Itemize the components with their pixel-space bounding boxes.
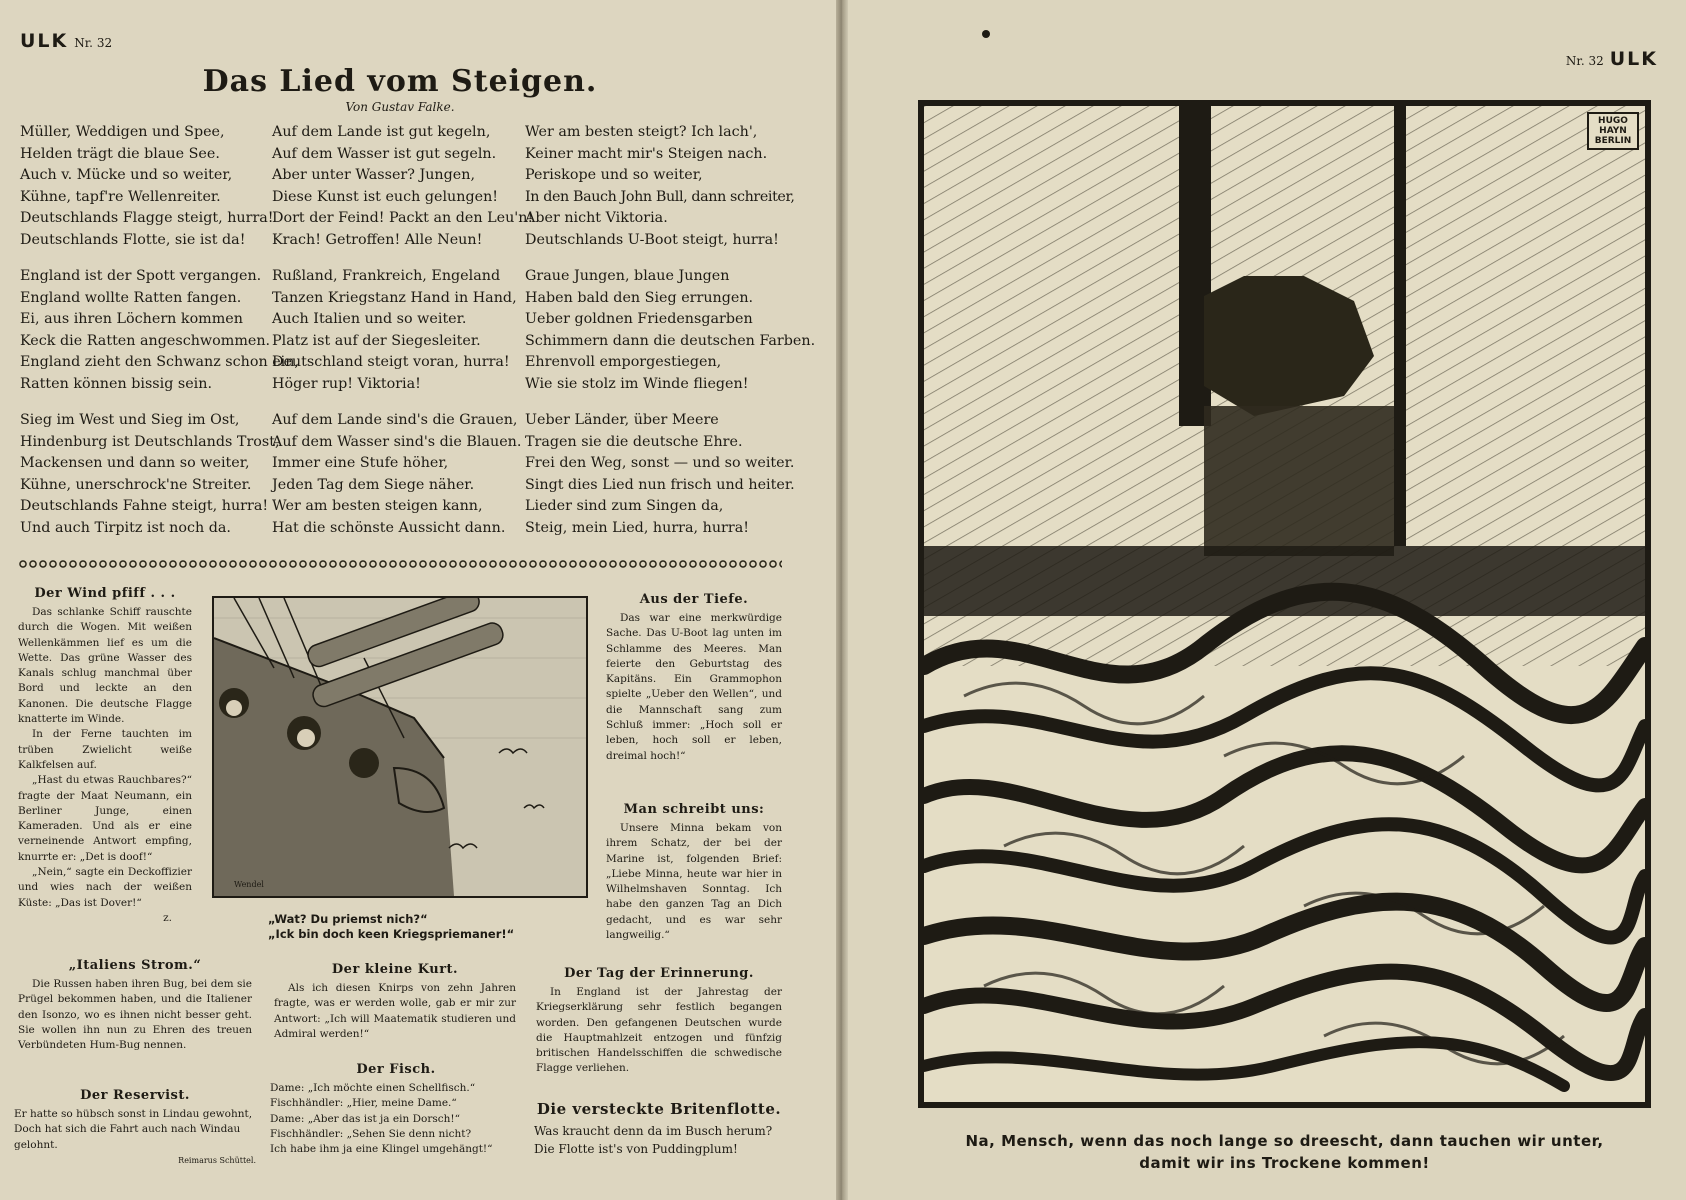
verse-line: Schimmern dann die deutschen Farben. (525, 332, 816, 349)
stanza (20, 266, 299, 396)
verse-line: Hindenburg ist Deutschlands Trost, (20, 433, 280, 450)
verse-line: Deutschlands Fahne steigt, hurra! (20, 498, 269, 515)
article-britenflotte (534, 1100, 784, 1158)
warship-illustration (214, 598, 586, 896)
article-paragraph: Das war eine merkwürdige Sache. Das U-Boot lag unten im Schlamme des Meeres. Man feierte den Geburtstag des Kapitäns. Ein Grammophon spielte „Ueber den Wellen“, und die Mannschaft sang zum Schluß immer: „Hoch soll er leben, hoch soll er leben, dreimal hoch!“ (606, 612, 782, 762)
illustration-caption (918, 1130, 1651, 1174)
verse-line: Ei, aus ihren Löchern kommen (20, 311, 243, 328)
article-fisch (270, 1062, 522, 1157)
verse-line: Ueber Länder, über Meere (525, 412, 719, 428)
stanza (272, 122, 533, 252)
article-paragraph: „Hast du etwas Rauchbares?“ fragte der Maat Neumann, ein Berliner Junge, einen Kameraden. Und als er eine verneinende Antwort empfing, knurrte er: „Det is doof!“ (18, 774, 192, 863)
caption-line: Na, Mensch, wenn das noch lange so dreescht, dann tauchen wir unter, (965, 1132, 1604, 1150)
article-title: Man schreibt uns: (623, 802, 765, 817)
poem-byline: Von Gustav Falke. (345, 100, 455, 114)
stanza (525, 122, 794, 252)
magazine-brand: ULK (1609, 48, 1658, 70)
stanza (272, 410, 521, 540)
verse-line: Auf dem Lande ist gut kegeln, (272, 124, 491, 140)
verse-line: Aber unter Wasser? Jungen, (272, 167, 475, 184)
article-title: „Italiens Strom.“ (68, 958, 202, 973)
article-title: Der Fisch. (356, 1062, 436, 1077)
stanza (20, 122, 274, 252)
verse-line: Rußland, Frankreich, Engeland (272, 268, 501, 284)
article-title: Aus der Tiefe. (639, 592, 749, 607)
article-body (270, 1081, 522, 1157)
verse-line: Auch v. Mücke und so weiter, (20, 167, 233, 184)
article-title: Der Reservist. (80, 1088, 190, 1103)
verse-line: Die Flotte ist's von Puddingplum! (534, 1142, 738, 1156)
artist-signature (1587, 112, 1639, 150)
article-body (274, 981, 516, 1042)
article-title: Der Tag der Erinnerung. (564, 966, 754, 981)
cartoon-signature: Wendel (234, 880, 264, 889)
verse-line: In den Bauch John Bull, dann schreiter, (525, 188, 795, 205)
signature-line: HUGO (1598, 116, 1628, 126)
article-body (18, 605, 192, 926)
verse-line: Deutschlands Flagge steigt, hurra! (20, 210, 274, 227)
verse-line: Wer am besten steigt? Ich lach', (525, 124, 758, 140)
article-body (606, 821, 782, 943)
dialogue-line: Fischhändler: „Sehen Sie denn nicht? (270, 1127, 472, 1140)
article-kleine-kurt (274, 962, 516, 1042)
poem-title: Das Lied vom Steigen. (202, 64, 598, 99)
verse-line: Tanzen Kriegstanz Hand in Hand, (272, 289, 517, 306)
verse-line: Jeden Tag dem Siege näher. (272, 476, 475, 493)
article-paragraph: Als ich diesen Knirps von zehn Jahren fragte, was er werden wolle, gab er mir zur Antwort: „Ich will Maatematik studieren und Admiral werden!“ (274, 982, 516, 1040)
ink-spot (982, 30, 990, 38)
stanza (20, 410, 280, 540)
article-paragraph: Unsere Minna bekam von ihrem Schatz, der bei der Marine ist, folgenden Brief: „Liebe Minna, heute war hier in Wilhelmshaven Sonntag. Ich habe den ganzen Tag an Dich gedacht, und es war sehr langweilig.“ (606, 822, 782, 942)
book-gutter (836, 0, 848, 1200)
submarine-storm-illustration (918, 100, 1651, 1108)
warship-cartoon (212, 596, 588, 898)
article-aus-der-tiefe (606, 592, 782, 764)
signature-line: BERLIN (1594, 136, 1632, 146)
verse-line: England zieht den Schwanz schon ein, (20, 354, 299, 371)
verse-line: Mackensen und dann so weiter, (20, 455, 250, 472)
storm-sea-drawing (924, 106, 1645, 1102)
verse-line: Immer eine Stufe höher, (272, 455, 449, 472)
article-tag-der-erinnerung (536, 966, 782, 1077)
verse-line: Kühne, unerschrock'ne Streiter. (20, 476, 252, 493)
verse-line: Periskope und so weiter, (525, 167, 703, 184)
article-title: Der kleine Kurt. (331, 962, 459, 977)
verse-line: Tragen sie die deutsche Ehre. (525, 433, 743, 450)
article-paragraph: In England ist der Jahrestag der Kriegserklärung sehr festlich begangen worden. Den gefangenen Deutschen wurde die Hauptmahlzeit entzogen und fünfzig britischen Handelsschiffen die schwedische Flagge verliehen. (536, 986, 782, 1075)
verse-line: Auch Italien und so weiter. (272, 311, 467, 328)
article-paragraph: Die Russen haben ihren Bug, bei dem sie Prügel bekommen haben, und die Italiener den Isonzo, wo es ihnen nicht besser geht. Sie wollen ihn nun zu Ehren des treuen Verbündeten Hum-Bug nennen. (18, 978, 252, 1052)
article-signature: Reimarus Schüttel. (178, 1155, 256, 1165)
page-header-right (1560, 48, 1658, 70)
dialogue-line: Ich habe ihm ja eine Klingel umgehängt!“ (270, 1143, 493, 1156)
dialogue-line: Dame: „Aber das ist ja ein Dorsch!“ (270, 1112, 460, 1125)
verse-line: Was kraucht denn da im Busch herum? (534, 1124, 773, 1138)
verse-line: Auf dem Lande sind's die Grauen, (272, 412, 518, 428)
verse-line: Ueber goldnen Friedensgarben (525, 311, 753, 328)
verse-line: Graue Jungen, blaue Jungen (525, 268, 730, 284)
verse-line: Wie sie stolz im Winde fliegen! (525, 375, 749, 392)
verse-line: England ist der Spott vergangen. (20, 268, 262, 284)
article-reservist (14, 1088, 256, 1168)
verse-line: Ehrenvoll emporgestiegen, (525, 354, 722, 371)
verse-line: Platz ist auf der Siegesleiter. (272, 332, 481, 349)
issue-number: Nr. 32 (1565, 54, 1604, 68)
article-body (534, 1122, 784, 1158)
verse-line: Kühne, tapf're Wellenreiter. (20, 188, 221, 205)
verse-line: Dort der Feind! Packt an den Leu'n! (272, 210, 534, 227)
article-italiens-strom (18, 958, 252, 1053)
stanza (525, 266, 815, 396)
verse-line: Sieg im West und Sieg im Ost, (20, 412, 240, 428)
article-body (536, 985, 782, 1077)
cartoon-caption (212, 912, 588, 942)
issue-number: Nr. 32 (74, 36, 113, 50)
verse-line: Auf dem Wasser ist gut segeln. (272, 145, 497, 162)
verse-line: Aber nicht Viktoria. (525, 210, 668, 227)
verse-line: Ratten können bissig sein. (20, 375, 213, 392)
article-title: Die versteckte Britenflotte. (536, 1100, 782, 1118)
verse-line: Höger rup! Viktoria! (272, 375, 421, 392)
article-paragraph: „Nein,“ sagte ein Deckoffizier und wies nach der weißen Küste: „Das ist Dover!“ (18, 866, 192, 909)
verse-line: Helden trägt die blaue See. (20, 145, 220, 162)
verse-line: Keck die Ratten angeschwommen. (20, 332, 271, 349)
verse-line: Müller, Weddigen und Spee, (20, 124, 225, 140)
verse-line: Wer am besten steigen kann, (272, 498, 483, 515)
article-body (606, 611, 782, 764)
dialogue-line: Dame: „Ich möchte einen Schellfisch.“ (270, 1082, 476, 1094)
dialogue-line: Fischhändler: „Hier, meine Dame.“ (270, 1097, 457, 1110)
verse-line: Steig, mein Lied, hurra, hurra! (525, 519, 749, 536)
verse-line: Krach! Getroffen! Alle Neun! (272, 231, 483, 248)
ornamental-divider (18, 558, 782, 570)
magazine-brand: ULK (20, 30, 69, 52)
verse-line: Und auch Tirpitz ist noch da. (20, 519, 231, 536)
verse-line: Hat die schönste Aussicht dann. (272, 519, 506, 536)
verse-line: Frei den Weg, sonst — und so weiter. (525, 455, 795, 472)
left-page (0, 0, 836, 1200)
verse-line: Keiner macht mir's Steigen nach. (525, 145, 768, 162)
stanza (272, 266, 517, 396)
verse-line: Lieder sind zum Singen da, (525, 498, 724, 515)
article-body (14, 1107, 256, 1168)
article-paragraph: Das schlanke Schiff rauschte durch die Wogen. Mit weißen Wellenkämmen lief es um die Wette. Das grüne Wasser des Kanals schlug manchmal über Bord und leckte an den Kanonen. Die deutsche Flagge knatterte im Winde. (18, 606, 192, 726)
caption-line: „Wat? Du priemst nich?“ (268, 912, 428, 926)
verse-line: Doch hat sich die Fahrt auch nach Windau gelohnt. (14, 1123, 241, 1151)
verse-line: Singt dies Lied nun frisch und heiter. (525, 476, 795, 493)
article-wind (18, 586, 192, 926)
verse-line: Deutschlands Flotte, sie ist da! (20, 231, 246, 248)
verse-line: Er hatte so hübsch sonst in Lindau gewohnt, (14, 1108, 253, 1120)
article-signature: z. (163, 911, 172, 924)
verse-line: Deutschland steigt voran, hurra! (272, 354, 510, 371)
verse-line: Diese Kunst ist euch gelungen! (272, 188, 499, 205)
page-header-left (20, 30, 118, 52)
verse-line: Deutschlands U-Boot steigt, hurra! (525, 231, 779, 248)
article-man-schreibt-uns (606, 802, 782, 943)
verse-line: Auf dem Wasser sind's die Blauen. (272, 433, 522, 450)
verse-line: England wollte Ratten fangen. (20, 289, 242, 306)
verse-line: Haben bald den Sieg errungen. (525, 289, 754, 306)
article-body (18, 977, 252, 1053)
caption-line: damit wir ins Trockene kommen! (1139, 1154, 1430, 1172)
stanza (525, 410, 795, 540)
caption-line: „Ick bin doch keen Kriegspriemaner!“ (268, 927, 515, 941)
article-title: Der Wind pfiff . . . (34, 586, 176, 601)
signature-line: HAYN (1599, 126, 1627, 136)
article-paragraph: In der Ferne tauchten im trüben Zwielicht weiße Kalkfelsen auf. (18, 728, 192, 771)
